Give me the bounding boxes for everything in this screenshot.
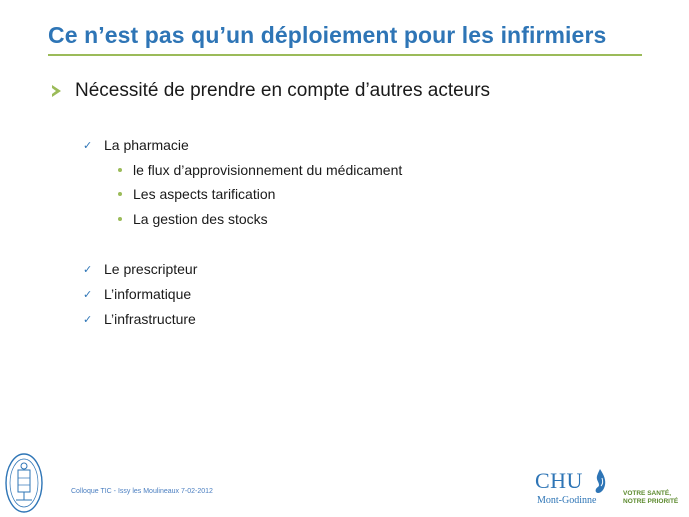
detail-text: La gestion des stocks — [133, 211, 268, 227]
tagline-line-2: NOTRE PRIORITÉ — [623, 498, 679, 505]
detail-text: le flux d’approvisionnement du médicament — [133, 162, 403, 178]
actor-label: Le prescripteur — [104, 261, 198, 277]
main-point — [52, 80, 490, 102]
university-seal-logo — [4, 452, 44, 514]
chu-logo-text: CHU — [535, 468, 583, 493]
chu-logo-subtitle: Mont-Godinne — [537, 495, 597, 506]
detail-item — [118, 211, 268, 227]
checkmark-icon: ✓ — [83, 312, 93, 326]
checkmark-icon: ✓ — [83, 262, 93, 276]
title-divider — [48, 54, 642, 56]
detail-item — [118, 162, 402, 178]
detail-text: Les aspects tarification — [133, 186, 276, 202]
actor-item-prescripteur — [83, 261, 197, 277]
actor-item-infrastructure — [83, 311, 196, 327]
chu-logo — [535, 468, 617, 512]
slide-title: Ce n’est pas qu’un déploiement pour les infirmiers — [48, 22, 607, 48]
main-point-text: Nécessité de prendre en compte d’autres acteurs — [75, 80, 491, 101]
dot-bullet-icon — [118, 217, 122, 221]
flame-drop-icon — [593, 468, 607, 494]
dot-bullet-icon — [118, 192, 122, 196]
tagline — [623, 490, 678, 506]
actor-item-pharmacie — [83, 137, 189, 153]
actor-label: L’informatique — [104, 286, 192, 302]
actor-item-informatique — [83, 286, 191, 302]
checkmark-icon: ✓ — [83, 287, 93, 301]
footer-event-text: Colloque TIC - Issy les Moulineaux 7-02-2012 — [71, 488, 213, 495]
dot-bullet-icon — [118, 168, 122, 172]
checkmark-icon: ✓ — [83, 138, 93, 152]
actor-label: L’infrastructure — [104, 311, 196, 327]
actor-label: La pharmacie — [104, 137, 189, 153]
arrow-bullet-icon — [52, 85, 61, 97]
detail-item — [118, 186, 275, 202]
tagline-line-1: VOTRE SANTÉ, — [623, 490, 672, 497]
